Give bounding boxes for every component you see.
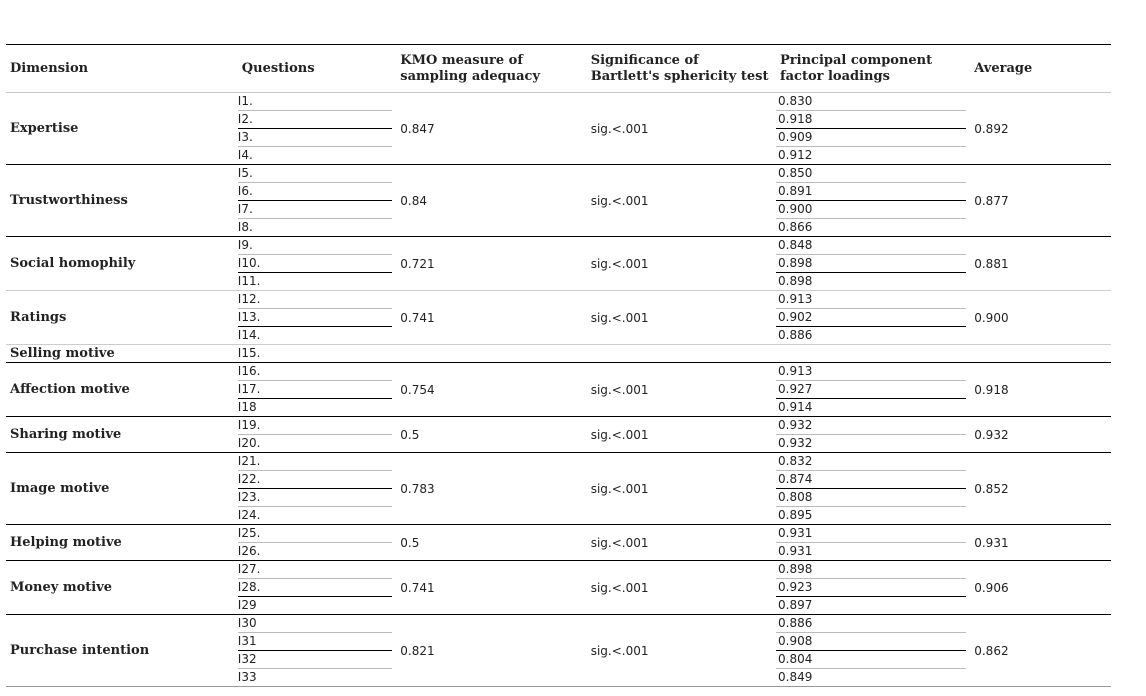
loading-item: 0.830 [776,93,966,111]
question-item: I23. [238,489,392,507]
bartlett-cell: sig.<.001 [587,363,776,417]
question-item: I15. [237,346,261,360]
loading-item: 0.898 [776,561,966,579]
question [238,165,396,237]
table-row [6,165,1111,237]
question-item: I32 [238,651,392,669]
loading [776,291,970,345]
header-kmo: KMO measure of sampling adequacy [396,45,586,93]
average-cell: 0.881 [970,237,1111,291]
question-item: I1. [238,93,392,111]
table-row [6,561,1111,615]
question-item: I28. [238,579,392,597]
dimension-cell: Sharing motive [6,417,238,453]
kmo-cell: 0.783 [396,453,586,525]
loading [776,165,970,237]
dimension-cell: Affection motive [6,363,238,417]
kmo-cell: 0.5 [396,417,586,453]
question-item: I11. [237,274,261,288]
average-cell: 0.852 [970,453,1111,525]
kmo-cell: 0.754 [396,363,586,417]
bartlett-cell: sig.<.001 [587,525,776,561]
table-body [6,93,1111,687]
loading-item: 0.900 [776,201,966,219]
header-loadings: Principal component factor loadings [776,45,970,93]
question-item: I25. [238,525,392,543]
loading-item: 0.914 [778,400,813,414]
dimension-cell: Trustworthiness [6,165,238,237]
loading-item: 0.927 [776,381,966,399]
loading [776,237,970,291]
kmo-cell: 0.721 [396,237,586,291]
question-item: I19. [238,417,392,435]
average-cell: 0.892 [970,93,1111,165]
loading-item: 0.913 [776,363,966,381]
loading-item: 0.848 [776,237,966,255]
kmo-cell: 0.84 [396,165,586,237]
average-cell: 0.900 [970,291,1111,345]
loading-item: 0.886 [776,615,966,633]
loading-item: 0.913 [776,291,966,309]
table-row [6,363,1111,417]
average-cell: 0.918 [970,363,1111,417]
table-row [6,291,1111,345]
loading-item: 0.832 [776,453,966,471]
question-item: I31 [238,633,392,651]
question [238,363,396,417]
question-item: I6. [238,183,392,201]
question-item: I2. [238,111,392,129]
question-item: I22. [238,471,392,489]
kmo-cell: 0.741 [396,561,586,615]
question-item: I10. [238,255,392,273]
question-item: I33 [237,670,257,684]
question-item: I18 [237,400,257,414]
dimension-cell: Helping motive [6,525,238,561]
loading-item: 0.898 [776,255,966,273]
kmo-cell: 0.821 [396,615,586,687]
dimension-cell: Social homophily [6,237,238,291]
table-row [6,345,1111,363]
question-item: I29 [237,598,257,612]
header-average: Average [970,45,1111,93]
loading-item: 0.849 [778,670,813,684]
loading [776,345,970,363]
loading-item: 0.918 [776,111,966,129]
loading-item: 0.931 [778,544,813,558]
question [238,615,396,687]
loading [776,417,970,453]
average-cell: 0.932 [970,417,1111,453]
dimension-cell: Money motive [6,561,238,615]
loading-item: 0.808 [776,489,966,507]
average-cell: 0.877 [970,165,1111,237]
loading-item: 0.932 [776,417,966,435]
average-cell: 0.931 [970,525,1111,561]
table-row [6,93,1111,165]
question-item: I21. [238,453,392,471]
dimension-cell: Ratings [6,291,238,345]
question-item: I7. [238,201,392,219]
loading-item: 0.891 [776,183,966,201]
loading-item: 0.909 [776,129,966,147]
dimension-cell: Image motive [6,453,238,525]
average-cell: 0.906 [970,561,1111,615]
loading [776,363,970,417]
question-item: I16. [238,363,392,381]
dimension-cell: Purchase intention [6,615,238,687]
bartlett-cell: sig.<.001 [587,165,776,237]
loading-item: 0.898 [778,274,813,288]
loading-item: 0.804 [776,651,966,669]
question-item: I5. [238,165,392,183]
question-item: I14. [237,328,261,342]
question-item: I12. [238,291,392,309]
dimension-cell: Selling motive [6,345,238,363]
table-row [6,525,1111,561]
kmo-cell [396,345,586,363]
question-item: I13. [238,309,392,327]
header-dimension: Dimension [6,45,238,93]
loading-item: 0.931 [776,525,966,543]
bartlett-cell: sig.<.001 [587,561,776,615]
question [238,525,396,561]
bartlett-cell: sig.<.001 [587,615,776,687]
question-item: I8. [237,220,253,234]
loading-item: 0.908 [776,633,966,651]
loading-item: 0.902 [776,309,966,327]
loading-item: 0.866 [778,220,813,234]
average-cell [970,345,1111,363]
header-questions: Questions [238,45,396,93]
kmo-cell: 0.5 [396,525,586,561]
loading [776,525,970,561]
question [238,417,396,453]
question [238,93,396,165]
question-item: I17. [238,381,392,399]
loading-item: 0.932 [778,436,813,450]
question-item: I3. [238,129,392,147]
question [238,237,396,291]
question-item: I27. [238,561,392,579]
loading [776,615,970,687]
loading [776,93,970,165]
bartlett-cell: sig.<.001 [587,417,776,453]
header-bartlett: Significance of Bartlett's sphericity test [587,45,776,93]
loading-item: 0.886 [778,328,813,342]
loading [776,561,970,615]
loading-item: 0.874 [776,471,966,489]
bartlett-cell: sig.<.001 [587,291,776,345]
question [238,561,396,615]
loading-item: 0.912 [778,148,813,162]
table-row [6,453,1111,525]
table-header [6,45,1111,93]
header-row [6,45,1111,93]
factor-analysis-table [6,44,1111,687]
kmo-cell: 0.847 [396,93,586,165]
dimension-cell: Expertise [6,93,238,165]
kmo-cell: 0.741 [396,291,586,345]
question-item: I20. [237,436,261,450]
question-item: I26. [237,544,261,558]
bartlett-cell: sig.<.001 [587,237,776,291]
bartlett-cell [587,345,776,363]
question-item: I9. [238,237,392,255]
question [238,453,396,525]
bartlett-cell: sig.<.001 [587,93,776,165]
question-item: I30 [238,615,392,633]
bartlett-cell: sig.<.001 [587,453,776,525]
question [238,291,396,345]
table-row [6,237,1111,291]
question-item: I24. [237,508,261,522]
loading-item: 0.897 [778,598,813,612]
question-item: I4. [237,148,253,162]
loading-item: 0.923 [776,579,966,597]
loading-item: 0.850 [776,165,966,183]
average-cell: 0.862 [970,615,1111,687]
table-row [6,417,1111,453]
table-row [6,615,1111,687]
loading [776,453,970,525]
loading-item: 0.895 [778,508,813,522]
question [238,345,396,363]
